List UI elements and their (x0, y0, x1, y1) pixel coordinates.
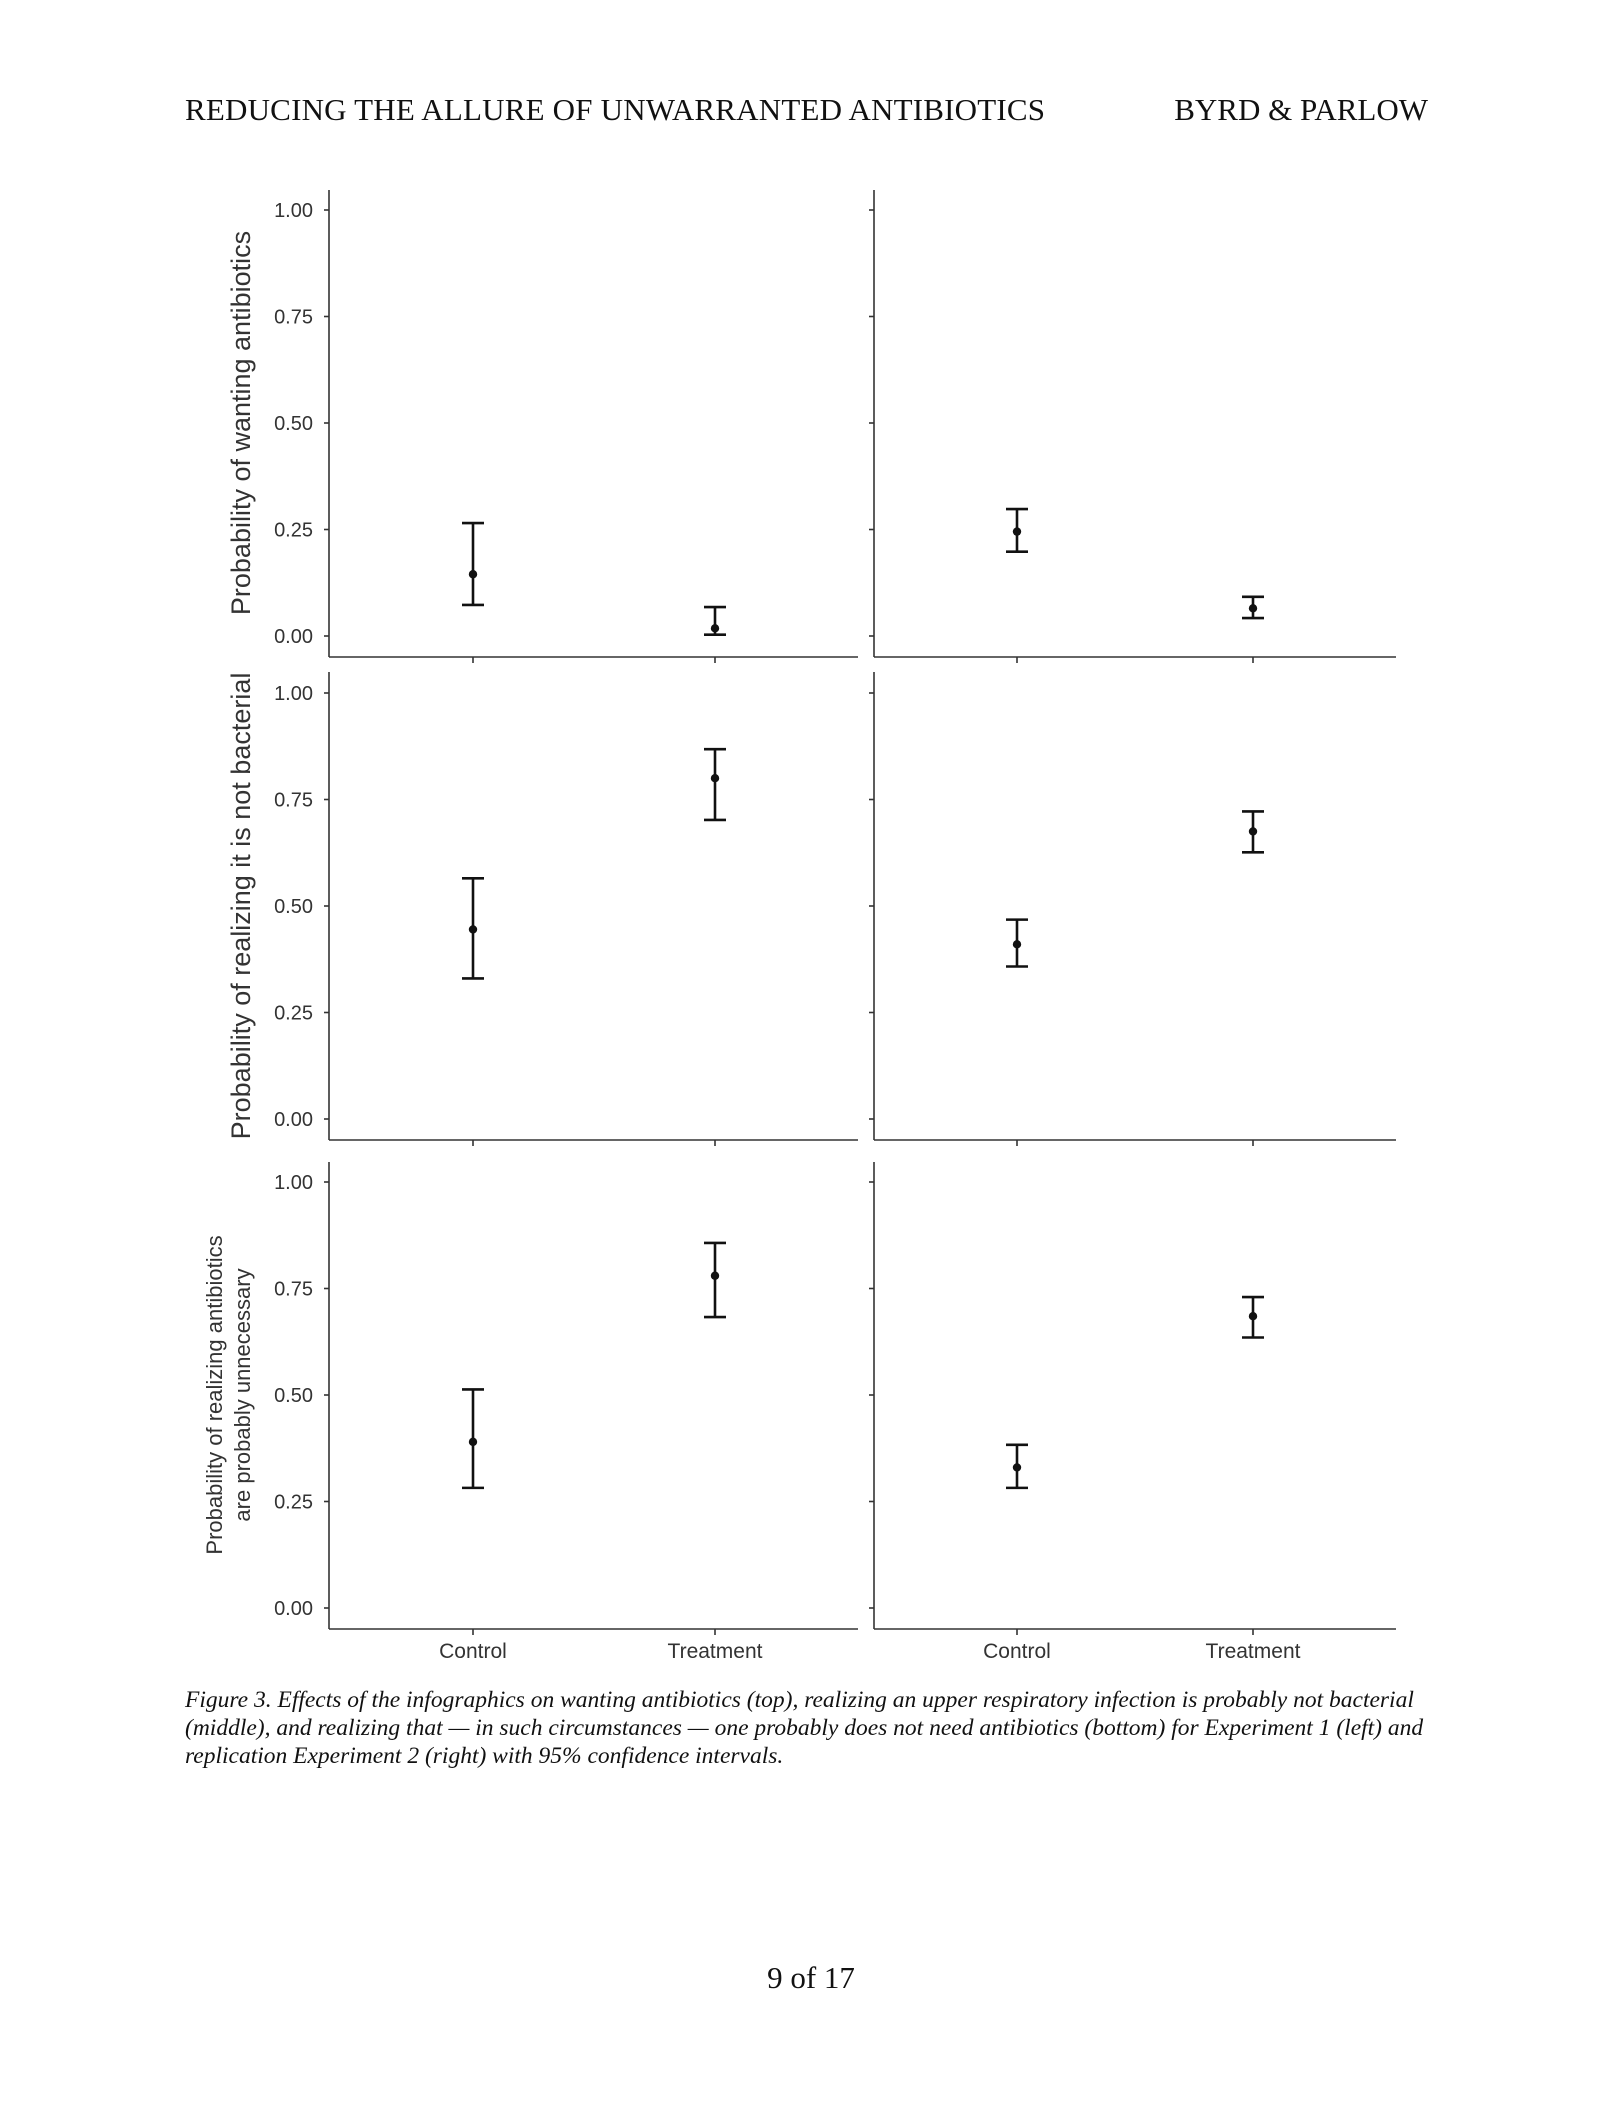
panel-r1-c1-control-point-estimate (469, 570, 477, 578)
y-tick-label: 1.00 (274, 1172, 313, 1194)
y-tick-label: 0.00 (274, 1109, 313, 1131)
y-axis-label-row-3-line-1: Probability of realizing antibiotics (202, 1235, 227, 1555)
panel-r2-c2-control-point-estimate (1013, 940, 1021, 948)
panel-r3-c1-treatment-point-estimate (711, 1272, 719, 1280)
y-axis-label-row-1: Probability of wanting antibiotics (226, 230, 256, 616)
panel-r1-c2-control-point-estimate (1013, 527, 1021, 535)
panel-r2-c1-treatment-point-estimate (711, 774, 719, 782)
panel-r2-c1-control-point-estimate (469, 925, 477, 933)
panel-r1-c1-treatment-point-estimate (711, 624, 719, 632)
y-axis-label-row-3-line-2: are probably unnecessary (230, 1268, 255, 1522)
x-tick-label-control: Control (439, 1640, 507, 1663)
panel-r3-c1-control-point-estimate (469, 1438, 477, 1446)
y-tick-label: 1.00 (274, 200, 313, 222)
y-tick-label: 0.75 (274, 1278, 313, 1301)
y-tick-label: 0.00 (274, 626, 313, 648)
y-tick-label: 0.50 (274, 896, 313, 918)
panel-r1-c2-treatment-point-estimate (1249, 604, 1257, 612)
panel-r3-c2-control-point-estimate (1013, 1463, 1021, 1471)
y-tick-label: 0.25 (274, 1491, 313, 1514)
x-tick-label-treatment: Treatment (1205, 1640, 1301, 1663)
y-tick-label: 0.25 (274, 519, 313, 542)
running-title: REDUCING THE ALLURE OF UNWARRANTED ANTIBIOTICS (185, 92, 1046, 127)
y-tick-label: 0.50 (274, 413, 313, 435)
page-number: 9 of 17 (767, 1960, 855, 1995)
y-tick-label: 0.00 (274, 1598, 313, 1620)
running-authors: BYRD & PARLOW (1174, 92, 1428, 127)
panel-r3-c2-treatment-point-estimate (1249, 1312, 1257, 1320)
y-axis-label-row-2: Probability of realizing it is not bacterial (226, 672, 256, 1140)
x-tick-label-control: Control (983, 1640, 1051, 1663)
y-tick-label: 0.75 (274, 789, 313, 812)
panel-r2-c2-treatment-point-estimate (1249, 827, 1257, 835)
y-tick-label: 0.75 (274, 306, 313, 329)
x-tick-label-treatment: Treatment (667, 1640, 763, 1663)
y-tick-label: 0.50 (274, 1385, 313, 1407)
y-tick-label: 1.00 (274, 683, 313, 705)
figure-caption: Figure 3. Effects of the infographics on wanting antibiotics (top), realizing an upper respiratory infection is probably not bacterial (middle), and realizing that — in such circumstances — one probably does not need antibiotics (bottom) for Experiment 1 (left) and replication Experiment 2 (right) with 95% confidence intervals. (185, 1687, 1424, 1769)
y-tick-label: 0.25 (274, 1002, 313, 1025)
